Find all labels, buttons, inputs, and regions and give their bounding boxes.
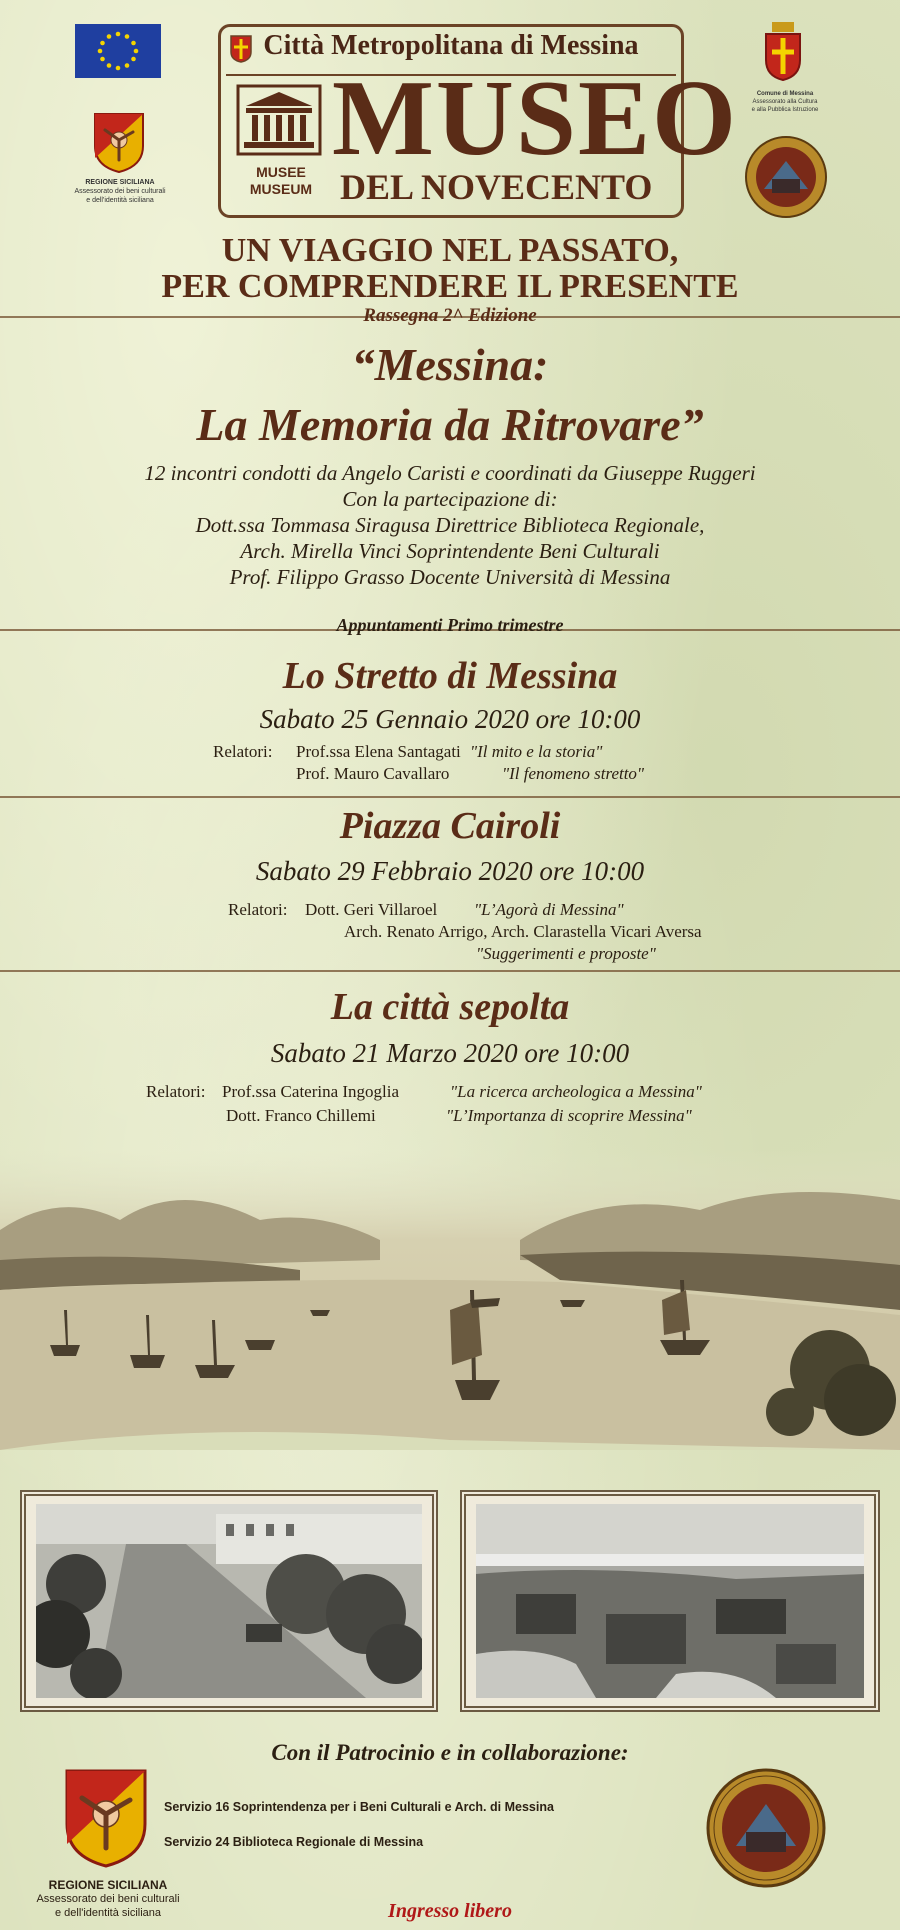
- metro-title: Città Metropolitana di Messina: [263, 30, 639, 61]
- event-1-date: Sabato 25 Gennaio 2020 ore 10:00: [259, 704, 641, 734]
- ingresso-libero: Ingresso libero: [388, 1900, 512, 1922]
- patrocinio-label: Con il Patrocinio e in collaborazione:: [271, 1740, 629, 1765]
- event-2-topic-2: "Suggerimenti e proposte": [476, 944, 656, 963]
- intro-line-2: Con la partecipazione di:: [342, 487, 558, 511]
- event-1-relatori-label: Relatori:: [213, 742, 273, 761]
- appuntamenti-label: Appuntamenti Primo trimestre: [336, 615, 564, 635]
- musee-museum-label: MUSEE MUSEUM: [249, 164, 313, 197]
- event-3-date: Sabato 21 Marzo 2020 ore 10:00: [270, 1038, 630, 1068]
- universita-messina-seal-icon: [744, 135, 828, 219]
- edition-label: Rassegna 2^ Edizione: [363, 305, 537, 326]
- intro-line-1: 12 incontri condotti da Angelo Caristi e coordinati da Giuseppe Ruggeri: [144, 461, 756, 485]
- event-2-relatori-label: Relatori:: [228, 900, 288, 919]
- event-3-relatori-label: Relatori:: [146, 1082, 206, 1101]
- event-3-speaker-2: Dott. Franco Chillemi: [226, 1106, 376, 1125]
- comune-messina-crest-icon: [762, 22, 804, 82]
- citta-sepolta-photo: [476, 1504, 864, 1698]
- divider-3: [0, 796, 900, 798]
- eu-flag-logo: [75, 24, 161, 78]
- event-1-topic-1: "Il mito e la storia": [470, 742, 603, 761]
- event-2-date: Sabato 29 Febbraio 2020 ore 10:00: [255, 856, 645, 886]
- event-1-title: Lo Stretto di Messina: [282, 655, 618, 697]
- temple-icon: [236, 84, 322, 156]
- event-3-title: La città sepolta: [330, 986, 570, 1028]
- photo-frame-left: [20, 1490, 438, 1712]
- servizio-2: Servizio 24 Biblioteca Regionale di Messina: [164, 1835, 424, 1849]
- event-2-speaker-1: Dott. Geri Villaroel: [305, 900, 438, 919]
- event-1-topic-2: "Il fenomeno stretto": [502, 764, 645, 783]
- museo-title: MUSEO: [332, 59, 739, 178]
- event-3-topic-2: "L’Importanza di scoprire Messina": [446, 1106, 692, 1125]
- tagline-line-2: PER COMPRENDERE IL PRESENTE: [161, 268, 739, 305]
- photo-frame-right: [460, 1490, 880, 1712]
- intro-line-3: Dott.ssa Tommasa Siragusa Direttrice Biblioteca Regionale,: [195, 513, 705, 537]
- event-1-speaker-2: Prof. Mauro Cavallaro: [296, 764, 450, 783]
- intro-text: [0, 460, 900, 590]
- regione-top-caption: REGIONE SICILIANA Assessorato dei beni culturali e dell'identità siciliana: [74, 179, 166, 204]
- servizio-1: Servizio 16 Soprintendenza per i Beni Culturali e Arch. di Messina: [164, 1800, 554, 1814]
- regione-siciliana-footer-shield-icon: [64, 1768, 148, 1870]
- divider-4: [0, 970, 900, 972]
- regione-siciliana-shield-icon: [93, 112, 145, 174]
- event-1-speaker-1: Prof.ssa Elena Santagati: [296, 742, 461, 761]
- event-2-speaker-2: Arch. Renato Arrigo, Arch. Clarastella Vicari Aversa: [344, 922, 702, 941]
- comune-caption: Comune di Messina Assessorato alla Cultura e alla Pubblica Istruzione: [751, 91, 819, 113]
- regione-footer-caption: REGIONE SICILIANA Assessorato dei beni culturali e dell'identità siciliana: [36, 1878, 180, 1919]
- novecento-title: DEL NOVECENTO: [340, 167, 653, 207]
- intro-line-4: Arch. Mirella Vinci Soprintendente Beni Culturali: [240, 539, 660, 563]
- universita-messina-footer-seal-icon: [706, 1768, 826, 1888]
- harbor-panorama-image: [0, 1150, 900, 1450]
- intro-line-5: Prof. Filippo Grasso Docente Università di Messina: [229, 565, 671, 589]
- event-2-topic-1: "L’Agorà di Messina": [474, 900, 624, 919]
- piazza-cairoli-photo: [36, 1504, 422, 1698]
- main-title-line-2: La Memoria da Ritrovare”: [196, 399, 704, 450]
- event-3-speaker-1: Prof.ssa Caterina Ingoglia: [222, 1082, 400, 1101]
- event-2-title: Piazza Cairoli: [339, 805, 561, 847]
- main-title-line-1: “Messina:: [351, 339, 549, 390]
- event-3-topic-1: "La ricerca archeologica a Messina": [450, 1082, 702, 1101]
- tagline-line-1: UN VIAGGIO NEL PASSATO,: [221, 232, 679, 269]
